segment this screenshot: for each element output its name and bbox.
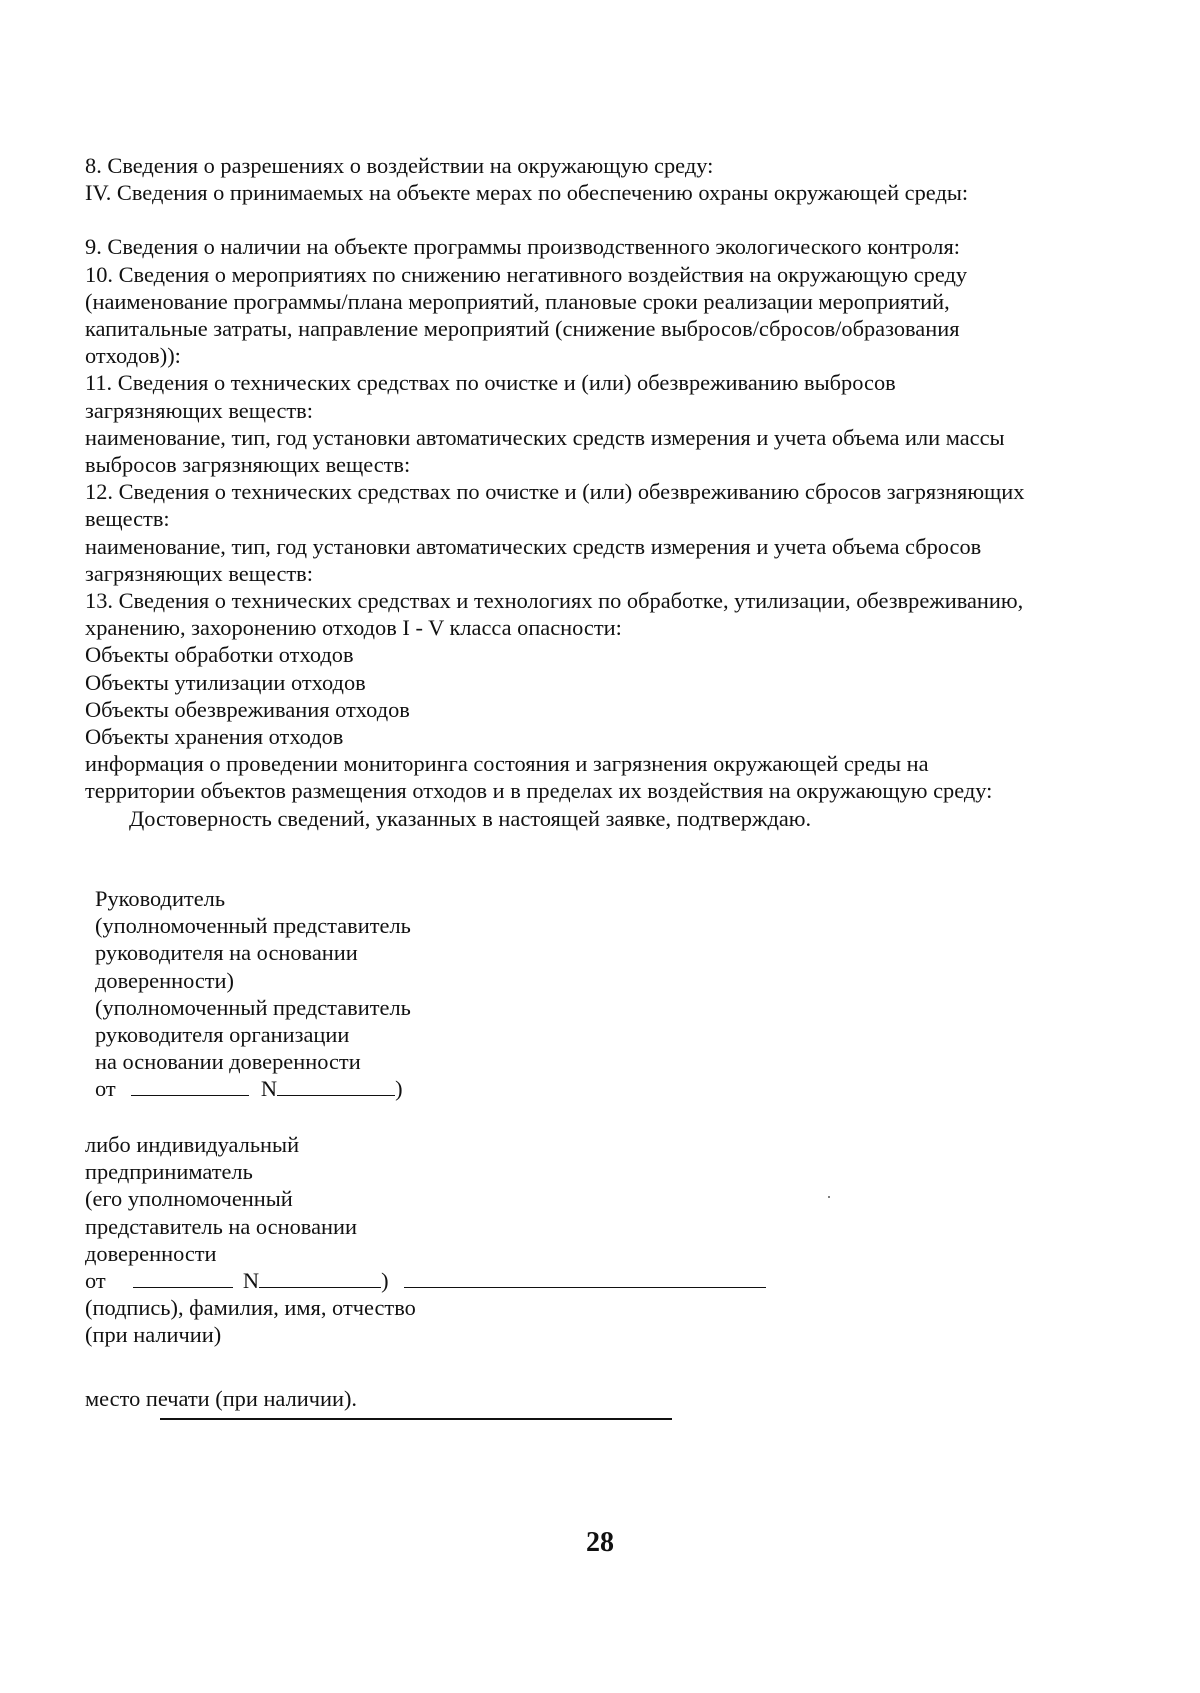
text-line: наименование, тип, год установки автоматических средств измерения и учета объема сбросов bbox=[85, 533, 982, 559]
number-label: N bbox=[242, 1268, 260, 1294]
proxy-reference-line bbox=[85, 1267, 766, 1294]
entrepreneur-line: (его уполномоченный bbox=[85, 1186, 293, 1212]
text-line: информация о проведении мониторинга состояния и загрязнения окружающей среды на bbox=[85, 751, 929, 777]
text-line: территории объектов размещения отходов и в пределах их воздействия на окружающую среду: bbox=[85, 778, 993, 804]
text-line: Объекты хранения отходов bbox=[85, 724, 344, 750]
from-label: от bbox=[85, 1268, 106, 1294]
text-line: Объекты обезвреживания отходов bbox=[85, 696, 410, 722]
text-line: 10. Сведения о мероприятиях по снижению негативного воздействия на окружающую среду bbox=[85, 261, 968, 287]
signatory-line: доверенности) bbox=[95, 967, 234, 993]
text-line: наименование, тип, год установки автоматических средств измерения и учета объема или массы bbox=[85, 424, 1005, 450]
number-blank bbox=[259, 1269, 381, 1288]
signature-caption: (при наличии) bbox=[85, 1322, 222, 1348]
entrepreneur-line: представитель на основании bbox=[85, 1213, 357, 1239]
text-line: 13. Сведения о технических средствах и технологиях по обработке, утилизации, обезвреживанию, bbox=[85, 588, 1024, 614]
text-line: Объекты утилизации отходов bbox=[85, 669, 366, 695]
close-paren: ) bbox=[395, 1076, 403, 1102]
text-line: веществ: bbox=[85, 506, 170, 532]
signatory-line: (уполномоченный представитель bbox=[95, 994, 411, 1020]
number-blank bbox=[277, 1077, 395, 1096]
signatory-line: (уполномоченный представитель bbox=[95, 913, 411, 939]
signatory-line: на основании доверенности bbox=[95, 1049, 361, 1075]
signatory-block bbox=[95, 885, 411, 1103]
section-heading: IV. Сведения о принимаемых на объекте мерах по обеспечению охраны окружающей среды: bbox=[85, 180, 969, 206]
proxy-reference-line bbox=[95, 1075, 411, 1102]
scan-speck bbox=[828, 1196, 830, 1198]
text-line: отходов)): bbox=[85, 343, 181, 369]
signatory-line: руководителя организации bbox=[95, 1022, 350, 1048]
text-line: (наименование программы/плана мероприятий, плановые сроки реализации мероприятий, bbox=[85, 288, 950, 314]
from-label: от bbox=[95, 1076, 116, 1102]
text-line: загрязняющих веществ: bbox=[85, 560, 313, 586]
text-line: капитальные затраты, направление мероприятий (снижение выбросов/сбросов/образования bbox=[85, 316, 960, 342]
certification-statement: Достоверность сведений, указанных в настоящей заявке, подтверждаю. bbox=[129, 805, 812, 831]
entrepreneur-line: доверенности bbox=[85, 1240, 217, 1266]
signature-caption: (подпись), фамилия, имя, отчество bbox=[85, 1295, 416, 1321]
signature-blank bbox=[404, 1269, 766, 1288]
text-line: Объекты обработки отходов bbox=[85, 642, 354, 668]
text-line: выбросов загрязняющих веществ: bbox=[85, 452, 411, 478]
date-blank bbox=[133, 1269, 233, 1288]
horizontal-rule bbox=[160, 1418, 672, 1420]
text-line: хранению, захоронению отходов I - V класса опасности: bbox=[85, 615, 622, 641]
entrepreneur-line: предприниматель bbox=[85, 1159, 253, 1185]
text-line: 9. Сведения о наличии на объекте программы производственного экологического контроля: bbox=[85, 234, 960, 260]
blank-line bbox=[85, 206, 1135, 233]
entrepreneur-line: либо индивидуальный bbox=[85, 1132, 300, 1157]
number-label: N bbox=[260, 1076, 278, 1102]
close-paren: ) bbox=[381, 1268, 389, 1294]
text-line: 8. Сведения о разрешениях о воздействии на окружающую среду: bbox=[85, 153, 714, 178]
signatory-line: Руководитель bbox=[95, 886, 226, 911]
page-number: 28 bbox=[586, 1527, 614, 1558]
document-body bbox=[85, 152, 1135, 832]
text-line: 11. Сведения о технических средствах по очистке и (или) обезвреживанию выбросов bbox=[85, 370, 896, 396]
date-blank bbox=[131, 1077, 249, 1096]
stamp-place-label: место печати (при наличии). bbox=[85, 1386, 357, 1411]
signatory-line: руководителя на основании bbox=[95, 940, 358, 966]
text-line: 12. Сведения о технических средствах по очистке и (или) обезвреживанию сбросов загрязняющих bbox=[85, 479, 1025, 505]
entrepreneur-block bbox=[85, 1131, 766, 1349]
text-line: загрязняющих веществ: bbox=[85, 397, 313, 423]
